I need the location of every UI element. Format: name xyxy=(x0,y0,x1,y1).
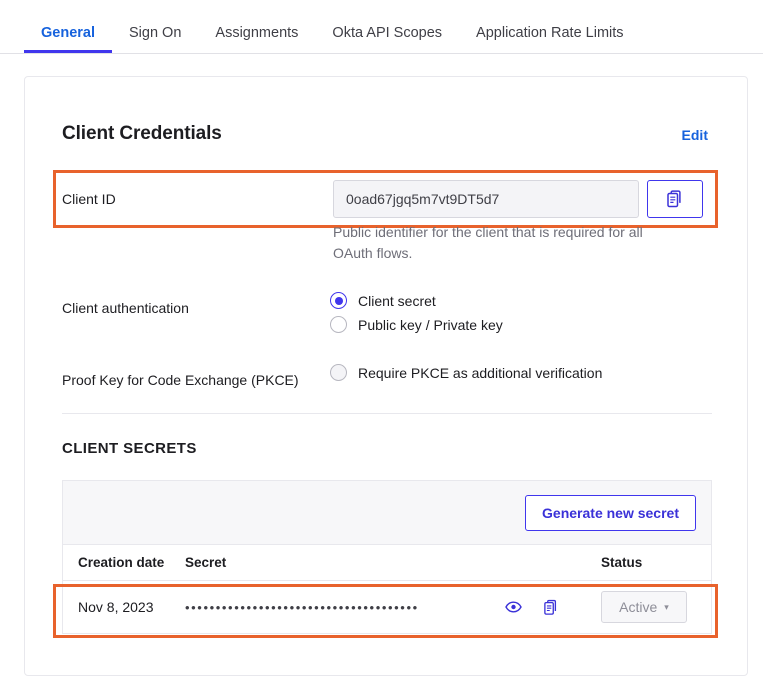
column-header-secret: Secret xyxy=(185,555,227,570)
table-toolbar xyxy=(63,481,711,545)
radio-icon-public-private-key[interactable] xyxy=(330,316,347,333)
copy-clipboard-icon[interactable] xyxy=(647,180,703,218)
client-authentication-label: Client authentication xyxy=(62,300,189,316)
client-id-helper-text: Public identifier for the client that is required for all OAuth flows. xyxy=(333,224,643,261)
eye-icon[interactable] xyxy=(505,601,522,613)
client-secrets-table xyxy=(62,480,712,634)
app-tabs xyxy=(0,0,763,54)
client-credentials-card xyxy=(24,76,748,676)
table-row xyxy=(63,581,711,633)
copy-clipboard-icon[interactable] xyxy=(544,599,559,616)
client-id-label: Client ID xyxy=(62,191,116,207)
tab-okta-api-scopes[interactable]: Okta API Scopes xyxy=(332,24,443,41)
column-header-creation-date: Creation date xyxy=(78,555,165,570)
pkce-option[interactable] xyxy=(330,364,602,381)
status-dropdown[interactable] xyxy=(601,591,687,623)
table-header-row xyxy=(63,545,711,581)
client-id-input[interactable]: 0oad67jgq5m7vt9DT5d7 xyxy=(333,180,639,218)
secret-masked-value: •••••••••••••••••••••••••••••••••••••• xyxy=(185,599,419,615)
cell-secret xyxy=(185,599,601,616)
radio-option-public-private-key[interactable] xyxy=(330,316,503,333)
edit-button[interactable]: Edit xyxy=(681,127,708,143)
divider xyxy=(62,413,712,414)
pkce-label: Proof Key for Code Exchange (PKCE) xyxy=(62,372,299,388)
radio-label-public-private-key: Public key / Private key xyxy=(358,316,503,333)
checkbox-icon-pkce[interactable] xyxy=(330,364,347,381)
radio-icon-client-secret[interactable] xyxy=(330,292,347,309)
radio-option-client-secret[interactable] xyxy=(330,292,436,309)
status-badge: Active xyxy=(619,599,658,615)
chevron-down-icon: ▾ xyxy=(664,601,669,612)
tab-general[interactable]: General xyxy=(24,26,112,54)
tab-sign-on[interactable]: Sign On xyxy=(129,24,182,41)
generate-new-secret-button[interactable]: Generate new secret xyxy=(525,495,696,531)
pkce-checkbox-label: Require PKCE as additional verification xyxy=(358,364,603,381)
radio-label-client-secret: Client secret xyxy=(358,292,436,309)
page-title: Client Credentials xyxy=(62,123,222,144)
column-header-status: Status xyxy=(601,555,643,570)
client-secrets-heading: CLIENT SECRETS xyxy=(62,440,197,457)
tab-assignments[interactable]: Assignments xyxy=(215,24,299,41)
tab-application-rate-limits[interactable]: Application Rate Limits xyxy=(476,24,624,41)
cell-creation-date: Nov 8, 2023 xyxy=(78,599,154,615)
cell-status xyxy=(601,591,711,623)
